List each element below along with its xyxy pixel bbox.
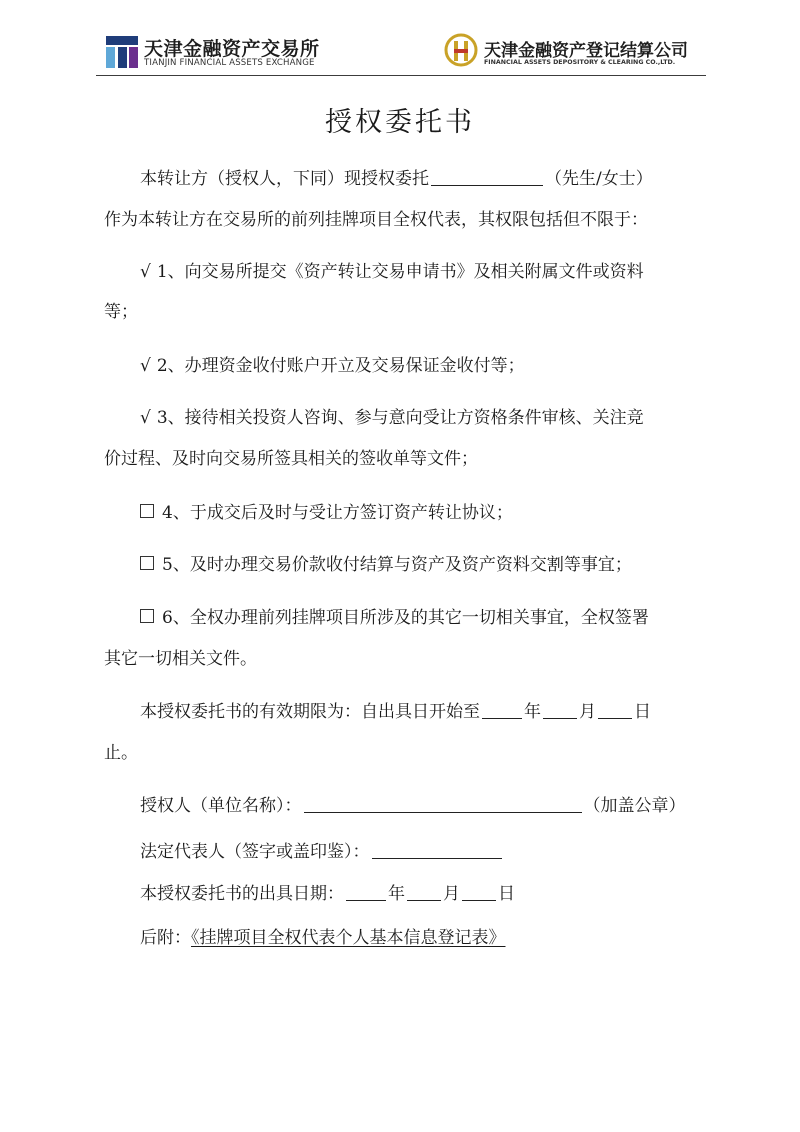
document-title: 授权委托书 [325,107,475,138]
day-blank[interactable] [598,700,632,719]
intro-text-a: 本转让方（授权人，下同）现授权委托 [140,169,429,189]
issue-day-label: 日 [498,884,515,904]
month-label: 月 [579,702,596,722]
intro-line-2: 作为本转让方在交易所的前列挂牌项目全权代表，其权限包括但不限于： [104,210,648,230]
validity-text: 本授权委托书的有效期限为：自出具日开始至 [140,702,480,722]
issue-month-blank[interactable] [407,882,441,901]
item-1 [140,260,644,284]
item-2 [140,354,525,378]
legal-rep-label: 法定代表人（签字或盖印鉴）： [140,842,370,862]
grantor-name-blank[interactable] [304,794,582,813]
tfae-name-cn: 天津金融资产交易所 [144,38,320,60]
checkbox[interactable] [140,609,154,623]
item-4 [140,501,513,525]
item-text: 4、于成交后及时与受让方签订资产转让协议； [162,503,513,523]
grantor-line [140,794,686,818]
appendix-line [140,926,506,950]
item-text: 6、全权办理前列挂牌项目所涉及的其它一切相关事宜，全权签署 [162,608,649,628]
tfadc-name-cn: 天津金融资产登记结算公司 [484,41,688,61]
day-label: 日 [634,702,651,722]
item-6-cont: 其它一切相关文件。 [104,649,257,669]
intro-line-1 [140,167,653,191]
tfae-logo-icon [106,36,138,68]
item-text: 5、及时办理交易价款收付结算与资产及资产资料交割等事宜； [162,555,632,575]
check-mark[interactable]: √ [140,262,151,282]
item-6 [140,606,649,630]
legal-rep-line [140,840,504,864]
issue-date-line [140,882,515,906]
item-3 [140,406,644,430]
month-blank[interactable] [543,700,577,719]
issue-date-label: 本授权委托书的出具日期： [140,884,344,904]
item-text: 1、向交易所提交《资产转让交易申请书》及相关附属文件或资料 [156,262,644,282]
validity-line [140,700,651,724]
header-rule [96,75,706,76]
intro-text-b: （先生/女士） [545,169,653,189]
tfadc-logo-icon [444,32,478,70]
item-1-cont: 等； [104,302,138,322]
tfae-name-en: TIANJIN FINANCIAL ASSETS EXCHANGE [144,58,315,68]
item-3-cont: 价过程、及时向交易所签具相关的签收单等文件； [104,449,478,469]
letterhead [106,30,706,74]
seal-note: （加盖公章） [583,796,686,816]
issue-year-label: 年 [388,884,405,904]
checkbox[interactable] [140,556,154,570]
issue-month-label: 月 [443,884,460,904]
checkbox[interactable] [140,504,154,518]
issue-day-blank[interactable] [462,882,496,901]
legal-rep-blank[interactable] [372,840,502,859]
item-5 [140,553,632,577]
agent-name-blank[interactable] [431,167,543,186]
year-blank[interactable] [482,700,522,719]
appendix-link[interactable]: 《挂牌项目全权代表个人基本信息登记表》 [191,928,506,948]
check-mark[interactable]: √ [140,356,151,376]
year-label: 年 [524,702,541,722]
issue-year-blank[interactable] [346,882,386,901]
item-text: 3、接待相关投资人咨询、参与意向受让方资格条件审核、关注竞 [156,408,644,428]
appendix-label: 后附： [140,928,191,948]
tfadc-name-en: FINANCIAL ASSETS DEPOSITORY & CLEARING CO.,LTD. [484,59,676,66]
item-text: 2、办理资金收付账户开立及交易保证金收付等； [156,356,525,376]
validity-end: 止。 [104,743,138,763]
grantor-label: 授权人（单位名称）： [140,796,302,816]
check-mark[interactable]: √ [140,408,151,428]
